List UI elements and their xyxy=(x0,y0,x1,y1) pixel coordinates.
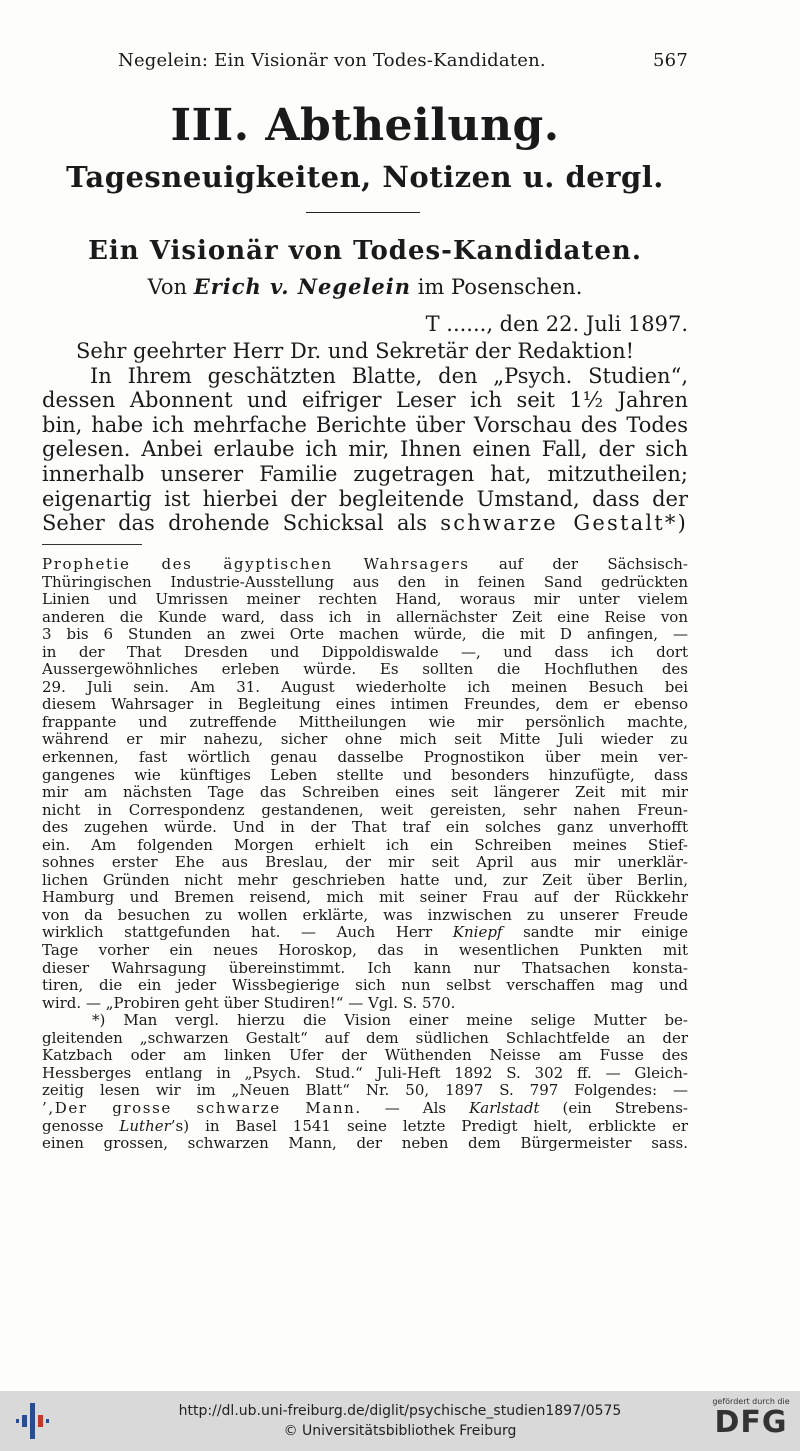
footnote-line: Aussergewöhnliches erleben würde. Es sollten die Hochfluthen des xyxy=(42,661,688,679)
kniepf-pre: wirklich stattgefunden hat. — Auch Herr xyxy=(42,924,433,942)
body-line: dessen Abonnent und eifriger Leser ich seit 1½ Jahren xyxy=(42,388,688,413)
source-url-link[interactable]: http://dl.ub.uni-freiburg.de/diglit/psychische_studien1897/0575 xyxy=(178,1403,622,1419)
body-last-start: Seher das drohende Schicksal als xyxy=(42,511,427,536)
footnote-line: ein. Am folgenden Morgen erhielt ich ein Schreiben meines Stief- xyxy=(42,836,688,854)
footnote-line: wird. — „Probiren geht über Studiren!“ — Vgl. S. 570. xyxy=(42,994,456,1012)
note-line: *) Man vergl. hierzu die Vision einer meine selige Mutter be- xyxy=(92,1012,688,1030)
mann-spaced: ’,Der grosse schwarze Mann. xyxy=(42,1099,362,1117)
body-line: In Ihrem geschätzten Blatte, den „Psych. Studien“, xyxy=(90,363,688,388)
copyright-notice: © Universitätsbibliothek Freiburg xyxy=(283,1423,517,1439)
author-name: Erich v. Negelein xyxy=(193,274,412,299)
luther-name: Luther xyxy=(119,1117,171,1135)
kniepf-name: Kniepf xyxy=(452,924,503,942)
section-title: III. Abtheilung. xyxy=(170,100,560,151)
body-line: innerhalb unserer Familie zugetragen hat, mitzutheilen; xyxy=(42,461,688,486)
footnote-line: Linien und Umrissen meiner rechten Hand, woraus mir unter vielem xyxy=(42,591,688,609)
body-last-spaced: schwarze Gestalt*) xyxy=(440,511,688,536)
mann-end: (ein Strebens- xyxy=(562,1099,688,1117)
running-title: Negelein: Ein Visionär von Todes-Kandidaten. xyxy=(118,50,546,71)
footnote-line: anderen die Kunde ward, dass ich in allernächster Zeit eine Reise von xyxy=(42,608,688,626)
note-line: zeitig lesen wir im „Neuen Blatt“ Nr. 50, 1897 S. 797 Folgendes: — xyxy=(42,1082,688,1100)
footnote-line xyxy=(42,556,688,574)
footnote-line: Tage vorher ein neues Horoskop, das in wesentlichen Punkten mit xyxy=(42,942,688,960)
footnote-line: nicht in Correspondenz gestandenen, weit gereisten, sehr nahen Freun- xyxy=(42,801,688,819)
byline-suffix: im Posenschen. xyxy=(417,275,583,299)
article-body xyxy=(42,339,688,536)
footnote-line: sohnes erster Ehe aus Breslau, der mir seit April aus mir unerklär- xyxy=(42,854,688,872)
viewer-footer xyxy=(0,1391,800,1451)
note-line xyxy=(42,1118,688,1136)
note-line: einen grossen, schwarzen Mann, der neben dem Bürgermeister sass. xyxy=(42,1135,688,1153)
byline xyxy=(0,274,730,299)
salutation: Sehr geehrter Herr Dr. und Sekretär der Redaktion! xyxy=(76,339,635,363)
mann-mid: — Als xyxy=(384,1099,447,1117)
footnote-line: Hamburg und Bremen reisend, mich mit seiner Frau auf der Rückkehr xyxy=(42,889,688,907)
footnotes xyxy=(42,556,688,1153)
note-line: gleitenden „schwarzen Gestalt“ auf dem südlichen Schlachtfelde an der xyxy=(42,1029,688,1047)
footnote-line: 3 bis 6 Stunden an zwei Orte machen würde, die mit D anfingen, — xyxy=(42,626,688,644)
note-line: Katzbach oder am linken Ufer der Wüthenden Neisse am Fusse des xyxy=(42,1047,688,1065)
footnote-line: des zugehen würde. Und in der That traf ein solches ganz unverhofft xyxy=(42,819,688,837)
footnote-line: gangenes wie künftiges Leben stellte und besonders hinzufügte, dass xyxy=(42,766,688,784)
karlstadt-name: Karlstadt xyxy=(469,1099,540,1117)
byline-prefix: Von xyxy=(147,275,188,299)
footnote-line: während er mir nahezu, sicher ohne mich seit Mitte Juli wieder zu xyxy=(42,731,688,749)
footnote-line: dieser Wahrsagung übereinstimmt. Ich kann nur Thatsachen konsta- xyxy=(42,959,688,977)
footnote-line: erkennen, fast wörtlich genau dasselbe Prognostikon über mein ver- xyxy=(42,749,688,767)
dfg-funding-note: gefördert durch die xyxy=(712,1397,790,1406)
footnote-spaced-start: Prophetie des ägyptischen Wahrsagers xyxy=(42,556,470,573)
footnote-line: mir am nächsten Tage das Schreiben eines seit längerer Zeit mit mir xyxy=(42,784,688,802)
footnote-line: lichen Gründen nicht mehr geschrieben hatte und, zur Zeit über Berlin, xyxy=(42,871,688,889)
title-divider xyxy=(306,212,420,213)
note-line: Hessberges entlang in „Psych. Stud.“ Juli-Heft 1892 S. 302 ff. — Gleich- xyxy=(42,1064,688,1082)
dateline: T ......, den 22. Juli 1897. xyxy=(425,312,688,336)
article-title: Ein Visionär von Todes-Kandidaten. xyxy=(88,236,642,266)
body-line: gelesen. Anbei erlaube ich mir, Ihnen einen Fall, der sich xyxy=(42,437,688,462)
section-subtitle: Tagesneuigkeiten, Notizen u. dergl. xyxy=(66,160,664,194)
kniepf-post: sandte mir einige xyxy=(523,924,688,942)
luther-pre: genosse xyxy=(42,1117,104,1135)
footnote-rule xyxy=(42,544,142,545)
luther-post: ’s) in Basel 1541 seine letzte Predigt hielt, erblickte er xyxy=(170,1117,688,1135)
footnote-line: 29. Juli sein. Am 31. August wiederholte ich meinen Besuch bei xyxy=(42,678,688,696)
dfg-logo-text: DFG xyxy=(714,1405,788,1440)
body-line-last xyxy=(42,511,688,536)
note-line xyxy=(42,1100,688,1118)
dfg-logo-icon xyxy=(708,1397,794,1445)
footnote-line: von da besuchen zu wollen erklärte, was inzwischen zu unserer Freude xyxy=(42,906,688,924)
running-head xyxy=(118,50,688,71)
page-number: 567 xyxy=(653,50,688,71)
footnote-line xyxy=(42,924,688,942)
footnote-line: tiren, die ein jeder Wissbegierige sich nun selbst verschaffen mag und xyxy=(42,977,688,995)
body-line: eigenartig ist hierbei der begleitende Umstand, dass der xyxy=(42,486,688,511)
footnote-line: in der That Dresden und Dippoldiswalde —, und dass ich dort xyxy=(42,643,688,661)
body-line: bin, habe ich mehrfache Berichte über Vorschau des Todes xyxy=(42,412,688,437)
footnote-line1-rest: auf der Sächsisch- xyxy=(498,556,688,573)
footnote-line: Thüringischen Industrie-Ausstellung aus den in feinen Sand gedrückten xyxy=(42,573,688,591)
footnote-line: diesem Wahrsager in Begleitung eines intimen Freundes, dem er ebenso xyxy=(42,696,688,714)
footnote-line: frappante und zutreffende Mittheilungen wie mir persönlich machte, xyxy=(42,713,688,731)
